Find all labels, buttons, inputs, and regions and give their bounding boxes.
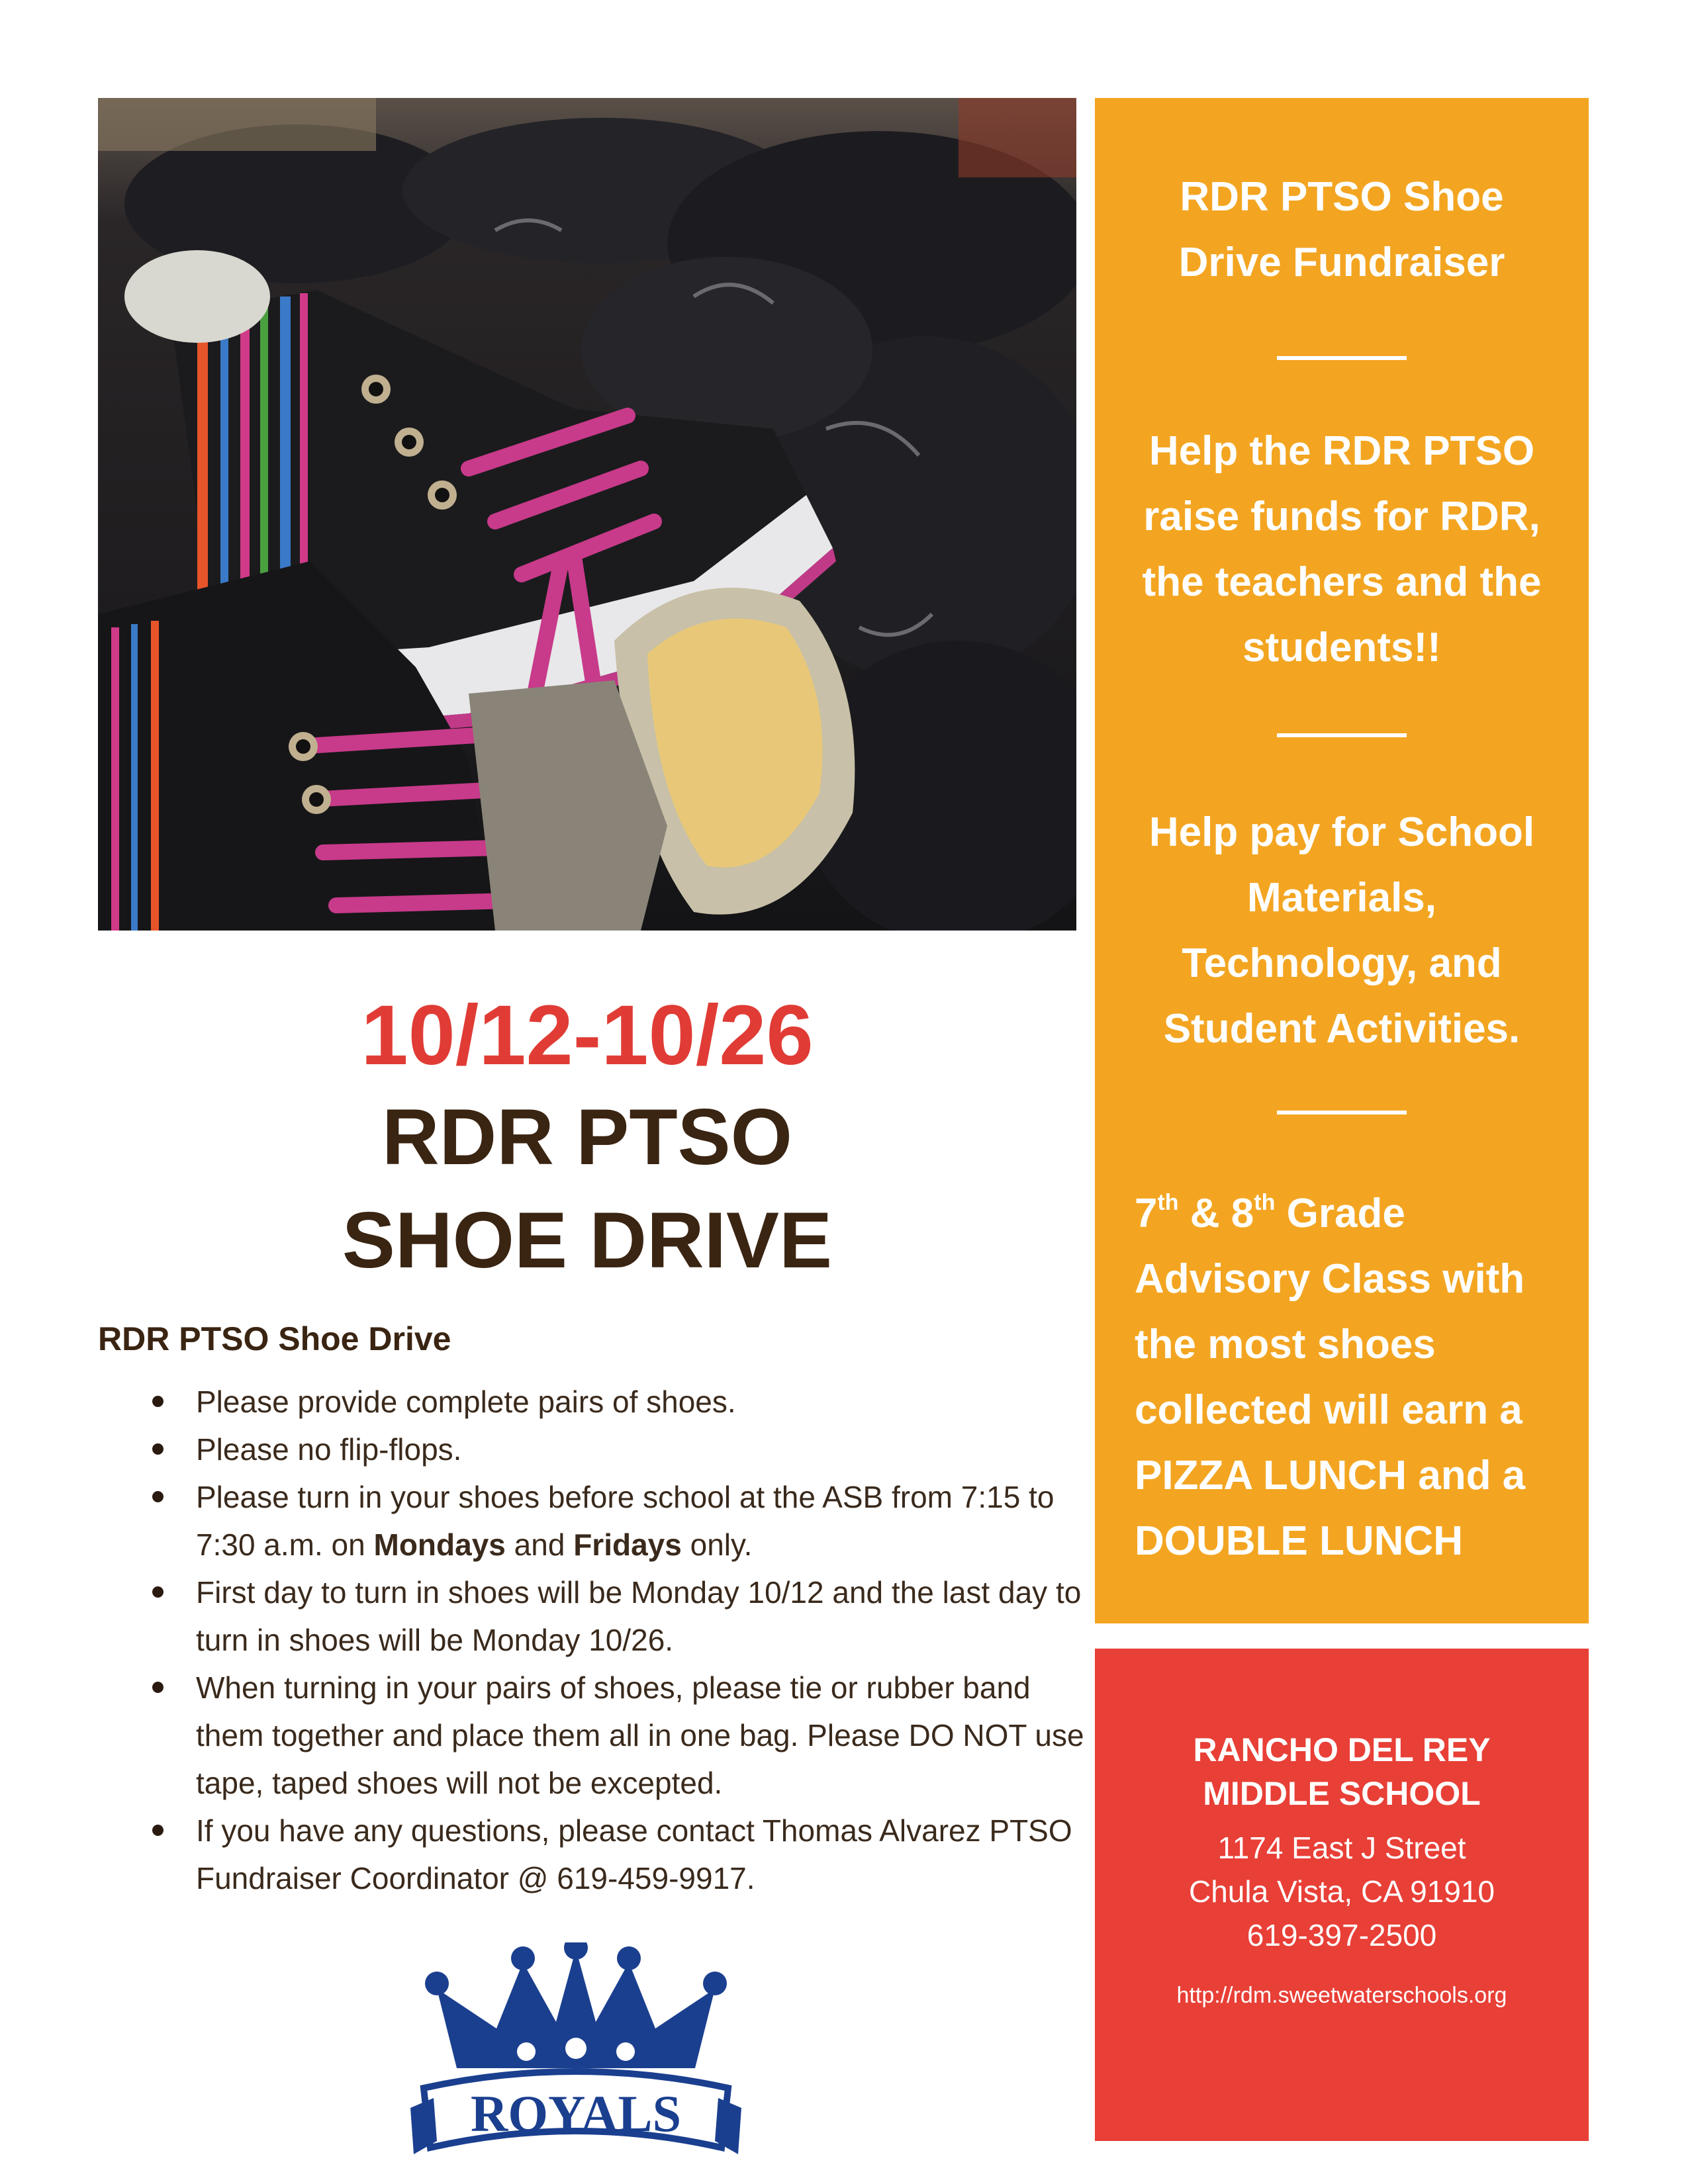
bullet-icon — [152, 1825, 164, 1836]
list-item: Please no flip-flops. — [146, 1426, 1086, 1473]
school-website-link[interactable]: http://rdm.sweetwaterschools.org — [1176, 1983, 1507, 2008]
street: 1174 East J Street — [1217, 1831, 1466, 1865]
bullet-icon — [152, 1586, 164, 1598]
crown-icon — [425, 1942, 727, 2068]
drive-dates: 10/12-10/26 — [361, 988, 814, 1083]
title-line-1: RDR PTSO — [381, 1093, 793, 1181]
list-item: If you have any questions, please contact Thomas Alvarez PTSO Fundraiser Coordinator @ 619-459-9917. — [146, 1807, 1086, 1902]
logo-text: ROYALS — [471, 2085, 681, 2142]
school-contact-box — [1095, 1649, 1589, 2141]
list-item: When turning in your pairs of shoes, please tie or rubber band them together and place them all in one bag. Please DO NOT use tape, taped shoes will not be excepted. — [146, 1664, 1086, 1807]
details-heading: RDR PTSO Shoe Drive — [98, 1320, 451, 1357]
list-item: Please provide complete pairs of shoes. — [146, 1378, 1086, 1426]
sidebar-contest — [1135, 1181, 1585, 1574]
shoes-photo — [98, 98, 1076, 931]
sidebar-purpose: Help the RDR PTSO raise funds for RDR, the teachers and the students!! — [1142, 428, 1542, 670]
divider — [1277, 733, 1407, 737]
divider — [1277, 356, 1407, 360]
school-address — [1095, 1826, 1589, 1957]
sidebar-uses: Help pay for School Materials, Technology, and Student Activities. — [1149, 809, 1535, 1052]
instructions-list — [146, 1378, 1086, 1902]
grade-line: 7th & 8th Grade — [1135, 1190, 1405, 1236]
sidebar-title: RDR PTSO Shoe Drive Fundraiser — [1178, 174, 1505, 285]
bullet-icon — [152, 1682, 164, 1693]
phone: 619-397-2500 — [1246, 1918, 1437, 1952]
bullet-icon — [152, 1443, 164, 1455]
city: Chula Vista, CA 91910 — [1188, 1874, 1495, 1909]
fundraiser-sidebar — [1095, 98, 1589, 1623]
contest-text: Advisory Class with the most shoes collected will earn a PIZZA LUNCH and a DOUBLE LUNCH — [1135, 1256, 1526, 1564]
royals-logo — [410, 1942, 741, 2167]
title-line-2: SHOE DRIVE — [342, 1196, 833, 1285]
list-item: First day to turn in shoes will be Monday 10/12 and the last day to turn in shoes will be Monday 10/26. — [146, 1569, 1086, 1664]
list-item: Please turn in your shoes before school at the ASB from 7:15 to 7:30 a.m. on Mondays and Fridays only. — [146, 1473, 1086, 1569]
bullet-icon — [152, 1491, 164, 1502]
bullet-icon — [152, 1396, 164, 1407]
school-name: RANCHO DEL REY MIDDLE SCHOOL — [1193, 1731, 1491, 1812]
page-title — [98, 1085, 1076, 1292]
divider — [1277, 1111, 1407, 1115]
